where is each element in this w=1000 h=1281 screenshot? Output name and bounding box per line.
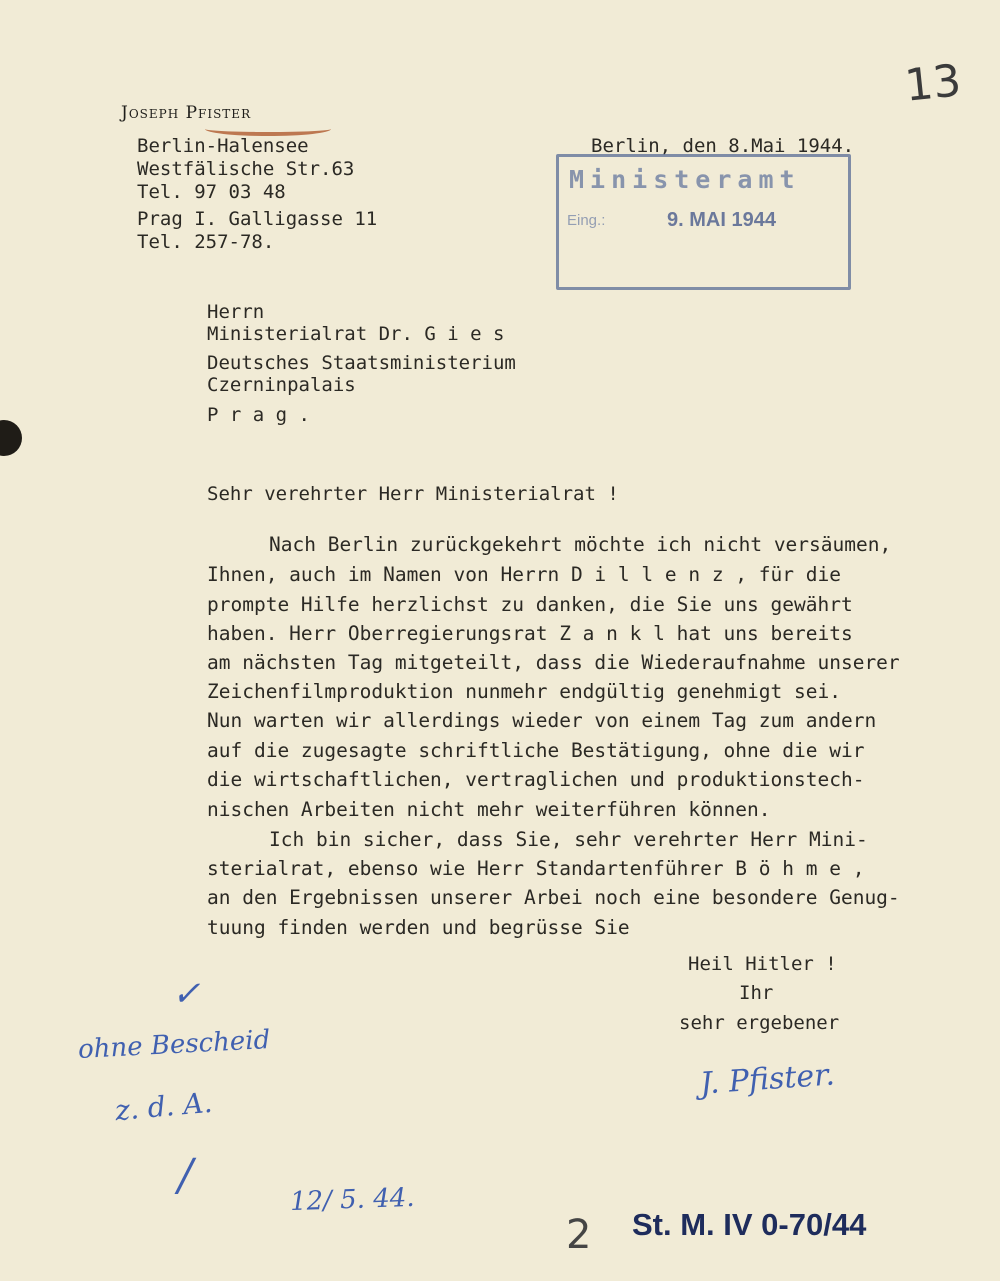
page-number: 13: [902, 55, 964, 112]
footer-pencil-number: 2: [566, 1212, 592, 1258]
recipient-building: Czerninpalais: [207, 374, 356, 396]
recipient-city: P r a g .: [207, 404, 310, 426]
stamp-title: Ministeramt: [569, 165, 801, 194]
sender-phone-prag: Tel. 257-78.: [137, 231, 275, 253]
punch-hole: [0, 420, 22, 456]
body-line: am nächsten Tag mitgeteilt, dass die Wiederaufnahme unserer: [207, 651, 900, 674]
sender-address-line: Berlin-Halensee: [137, 135, 309, 157]
sender-address-line: Westfälische Str.63: [137, 158, 355, 180]
closing-greeting: Heil Hitler !: [688, 953, 837, 975]
receipt-stamp: [556, 154, 851, 290]
body-line: sterialrat, ebenso wie Herr Standartenführer B ö h m e ,: [207, 857, 865, 880]
body-line: Ihnen, auch im Namen von Herrn D i l l e n z , für die: [207, 563, 841, 586]
closing-ihr: Ihr: [739, 982, 774, 1004]
body-line: Nun warten wir allerdings wieder von einem Tag zum andern: [207, 709, 877, 732]
stamp-date: 9. MAI 1944: [667, 209, 776, 231]
margin-note-date: 12/ 5. 44.: [289, 1182, 416, 1218]
closing-ergebener: sehr ergebener: [679, 1012, 840, 1034]
signature: J. Pfister.: [698, 1057, 836, 1102]
margin-initial-mark: ✓: [172, 974, 201, 1014]
body-line: Ich bin sicher, dass Sie, sehr verehrter Herr Mini-: [269, 828, 868, 851]
body-line: die wirtschaftlichen, vertraglichen und produktionstech-: [207, 768, 865, 791]
body-line: tuung finden werden und begrüsse Sie: [207, 916, 630, 939]
body-line: auf die zugesagte schriftliche Bestätigung, ohne die wir: [207, 739, 865, 762]
body-line: nischen Arbeiten nicht mehr weiterführen können.: [207, 798, 771, 821]
recipient-office: Deutsches Staatsministerium: [207, 352, 516, 374]
red-underline-mark: [205, 122, 331, 136]
body-line: an den Ergebnissen unserer Arbei noch eine besondere Genug-: [207, 886, 900, 909]
body-line: Nach Berlin zurückgekehrt möchte ich nicht versäumen,: [269, 533, 892, 556]
recipient-name: Ministerialrat Dr. G i e s: [207, 323, 505, 345]
margin-note-file: z. d. A.: [113, 1085, 214, 1128]
stamp-label: Eing.:: [567, 212, 606, 229]
letter-date: Berlin, den 8.Mai 1944.: [591, 135, 855, 157]
body-line: Zeichenfilmproduktion nunmehr endgültig genehmigt sei.: [207, 680, 841, 703]
sender-phone-berlin: Tel. 97 03 48: [137, 181, 286, 203]
margin-note-no-reply: ohne Bescheid: [77, 1024, 271, 1066]
sender-name: Joseph Pfister: [121, 103, 252, 123]
sender-address-prag: Prag I. Galligasse 11: [137, 208, 378, 230]
recipient-line: Herrn: [207, 301, 265, 323]
salutation: Sehr verehrter Herr Ministerialrat !: [207, 483, 619, 505]
reference-number: St. M. IV 0-70/44: [632, 1207, 867, 1242]
body-line: prompte Hilfe herzlichst zu danken, die Sie uns gewährt: [207, 593, 853, 616]
body-line: haben. Herr Oberregierungsrat Z a n k l hat uns bereits: [207, 622, 853, 645]
margin-initial-mark: /: [178, 1150, 193, 1201]
